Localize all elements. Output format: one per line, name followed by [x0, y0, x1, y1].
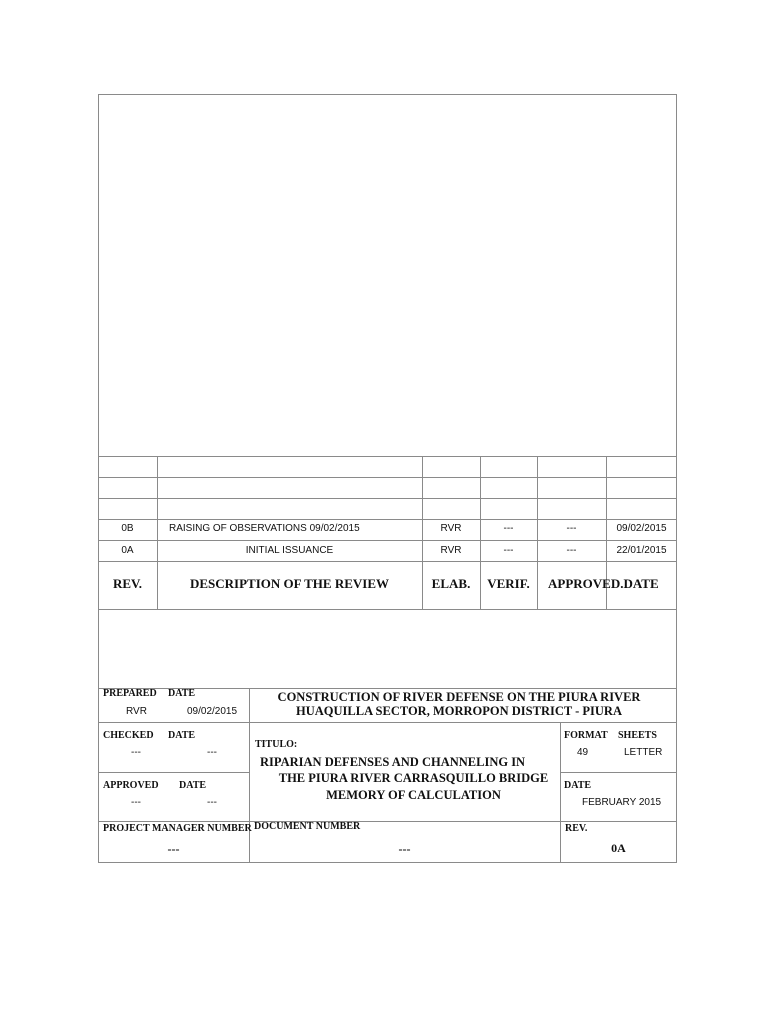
project-line-2: HUAQUILLA SECTOR, MORROPON DISTRICT - PIURA — [296, 704, 622, 718]
format-label: FORMAT — [564, 730, 608, 741]
title-line-2: THE PIURA RIVER CARRASQUILLO BRIDGE — [278, 771, 549, 785]
header-verif: VERIF. — [487, 576, 530, 591]
checked-label: CHECKED — [103, 730, 154, 741]
date-cell: 22/01/2015 — [616, 545, 667, 556]
elab-cell: RVR — [440, 523, 462, 534]
pm-number-label: PROJECT MANAGER NUMBER — [103, 823, 252, 834]
title-line-3: MEMORY OF CALCULATION — [326, 788, 501, 802]
format-value: 49 — [577, 747, 589, 758]
drawing-frame — [98, 94, 677, 863]
header-approved-date: APPROVED.DATE — [548, 576, 659, 591]
titulo-label: TITULO: — [255, 739, 298, 750]
verif-cell: --- — [503, 545, 514, 556]
sheets-value: LETTER — [624, 747, 663, 758]
sheets-label: SHEETS — [618, 730, 657, 741]
project-line-1: CONSTRUCTION OF RIVER DEFENSE ON THE PIURA RIVER — [277, 690, 641, 704]
checked-value: --- — [131, 747, 141, 758]
prepared-label: PREPARED — [103, 688, 157, 699]
approved-cell: --- — [566, 545, 577, 556]
approved-date-value: --- — [207, 797, 217, 808]
header-rev: REV. — [112, 576, 143, 591]
description-cell: RAISING OF OBSERVATIONS 09/02/2015 — [169, 523, 360, 534]
checked-date-label: DATE — [168, 730, 196, 741]
approved-value: --- — [131, 797, 141, 808]
prepared-value: RVR — [126, 706, 147, 717]
document-number-value: --- — [398, 842, 411, 856]
description-cell: INITIAL ISSUANCE — [245, 545, 334, 556]
header-elab: ELAB. — [431, 576, 471, 591]
approved-label: APPROVED — [103, 780, 159, 791]
pm-number-value: --- — [167, 842, 180, 856]
date-value: FEBRUARY 2015 — [582, 797, 662, 808]
prepared-date-label: DATE — [168, 688, 196, 699]
elab-cell: RVR — [440, 545, 462, 556]
date-cell: 09/02/2015 — [616, 523, 667, 534]
document-number-label: DOCUMENT NUMBER — [254, 821, 361, 832]
verif-cell: --- — [503, 523, 514, 534]
approved-cell: --- — [566, 523, 577, 534]
rev-cell: 0A — [121, 545, 134, 556]
title-line-1: RIPARIAN DEFENSES AND CHANNELING IN — [260, 755, 526, 769]
header-description: DESCRIPTION OF THE REVIEW — [189, 576, 389, 591]
rev-label: REV. — [565, 823, 588, 834]
rev-cell: 0B — [121, 523, 134, 534]
prepared-date-value: 09/02/2015 — [187, 706, 238, 717]
approved-date-label: DATE — [179, 780, 207, 791]
checked-date-value: --- — [207, 747, 217, 758]
rev-value: 0A — [611, 841, 626, 855]
date-label: DATE — [564, 780, 592, 791]
